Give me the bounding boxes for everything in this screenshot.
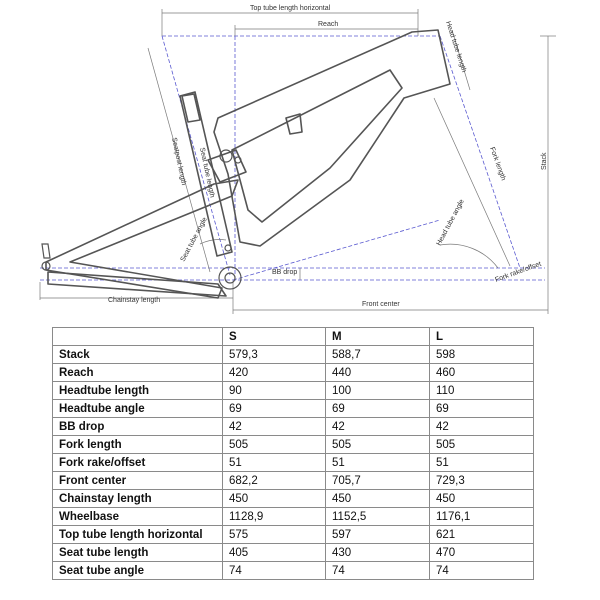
bike-frame xyxy=(46,30,450,298)
table-cell: 69 xyxy=(223,400,326,418)
table-cell: 69 xyxy=(326,400,430,418)
table-row xyxy=(53,508,534,526)
table-cell: 575 xyxy=(223,526,326,544)
main-frame-inner-cutout xyxy=(232,70,402,222)
label-fork-length: Fork length xyxy=(488,146,507,182)
table-cell: 505 xyxy=(326,436,430,454)
table-cell: 1152,5 xyxy=(326,508,430,526)
table-cell: 729,3 xyxy=(430,472,534,490)
table-cell: 460 xyxy=(430,364,534,382)
label-seat-tube-angle: Seat tube angle xyxy=(179,216,209,263)
header-size-s: S xyxy=(223,328,326,346)
table-row xyxy=(53,544,534,562)
table-cell: 51 xyxy=(326,454,430,472)
table-cell: 450 xyxy=(326,490,430,508)
table-row xyxy=(53,436,534,454)
table-row xyxy=(53,418,534,436)
table-cell: 440 xyxy=(326,364,430,382)
label-fork-rake-offset: Fork rake/offset xyxy=(494,260,543,284)
table-cell: 588,7 xyxy=(326,346,430,364)
table-row xyxy=(53,454,534,472)
geometry-table xyxy=(52,327,534,580)
label-bb-drop: BB drop xyxy=(272,269,298,276)
table-cell: 1176,1 xyxy=(430,508,534,526)
table-cell: 682,2 xyxy=(223,472,326,490)
row-label: Wheelbase xyxy=(53,508,223,526)
table-row xyxy=(53,382,534,400)
table-row xyxy=(53,562,534,580)
label-reach: Reach xyxy=(318,21,339,28)
table-cell: 74 xyxy=(430,562,534,580)
table-cell: 74 xyxy=(223,562,326,580)
row-label: Seat tube angle xyxy=(53,562,223,580)
header-size-l: L xyxy=(430,328,534,346)
row-label: Chainstay length xyxy=(53,490,223,508)
table-row xyxy=(53,472,534,490)
label-seatpost-length: Seatpost length xyxy=(170,136,188,187)
row-label: Fork length xyxy=(53,436,223,454)
table-row xyxy=(53,400,534,418)
table-cell: 100 xyxy=(326,382,430,400)
label-top-tube-length-horizontal: Top tube length horizontal xyxy=(250,5,331,12)
table-cell: 405 xyxy=(223,544,326,562)
row-label: Headtube length xyxy=(53,382,223,400)
header-label-column xyxy=(53,328,223,346)
table-cell: 598 xyxy=(430,346,534,364)
main-frame-front-triangle xyxy=(214,30,450,246)
table-row xyxy=(53,490,534,508)
row-label: Seat tube length xyxy=(53,544,223,562)
bottom-bracket xyxy=(219,267,241,289)
row-label: BB drop xyxy=(53,418,223,436)
row-label: Stack xyxy=(53,346,223,364)
table-body xyxy=(53,346,534,580)
label-front-center: Front center xyxy=(362,301,400,308)
table-row xyxy=(53,526,534,544)
table-cell: 42 xyxy=(326,418,430,436)
table-cell: 69 xyxy=(430,400,534,418)
table-row xyxy=(53,346,534,364)
table-cell: 579,3 xyxy=(223,346,326,364)
table-cell: 110 xyxy=(430,382,534,400)
header-size-m: M xyxy=(326,328,430,346)
row-label: Front center xyxy=(53,472,223,490)
table-cell: 705,7 xyxy=(326,472,430,490)
table-header-row xyxy=(53,328,534,346)
seatstay-link xyxy=(208,150,246,182)
table-cell: 597 xyxy=(326,526,430,544)
table-cell: 505 xyxy=(430,436,534,454)
label-seat-tube-length: Seat tube length xyxy=(198,146,216,199)
table-cell: 450 xyxy=(430,490,534,508)
table-cell: 51 xyxy=(223,454,326,472)
row-label: Fork rake/offset xyxy=(53,454,223,472)
label-head-tube-length: Head tube length xyxy=(444,20,468,74)
row-label: Top tube length horizontal xyxy=(53,526,223,544)
table-cell: 90 xyxy=(223,382,326,400)
table-row xyxy=(53,364,534,382)
table-cell: 51 xyxy=(430,454,534,472)
row-label: Reach xyxy=(53,364,223,382)
row-label: Headtube angle xyxy=(53,400,223,418)
table-cell: 42 xyxy=(223,418,326,436)
table-cell: 1128,9 xyxy=(223,508,326,526)
table-cell: 42 xyxy=(430,418,534,436)
table-cell: 621 xyxy=(430,526,534,544)
table-cell: 470 xyxy=(430,544,534,562)
label-chainstay-length: Chainstay length xyxy=(108,297,161,304)
table-cell: 430 xyxy=(326,544,430,562)
table-cell: 74 xyxy=(326,562,430,580)
shock-mount xyxy=(286,114,302,134)
label-head-tube-angle: Head tube angle xyxy=(435,198,466,247)
label-stack: Stack xyxy=(541,152,548,170)
table-cell: 505 xyxy=(223,436,326,454)
table-cell: 450 xyxy=(223,490,326,508)
table-cell: 420 xyxy=(223,364,326,382)
